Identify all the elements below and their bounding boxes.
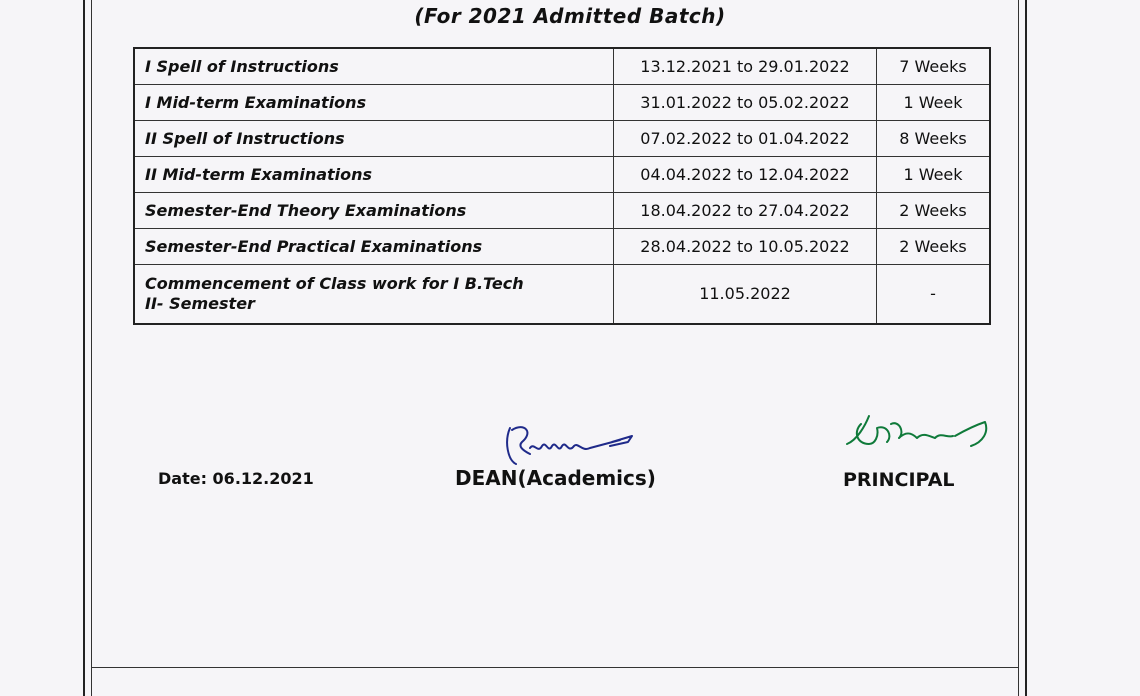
activity-cell: I Spell of Instructions [134, 48, 614, 85]
dates-cell: 11.05.2022 [614, 265, 877, 325]
principal-signature [843, 410, 993, 462]
duration-cell: - [877, 265, 991, 325]
principal-label: PRINCIPAL [843, 469, 955, 491]
table-row [134, 193, 990, 229]
activity-cell: I Mid-term Examinations [134, 85, 614, 121]
dean-academics-label: DEAN(Academics) [455, 466, 656, 490]
duration-cell: 2 Weeks [877, 229, 991, 265]
duration-cell: 1 Week [877, 85, 991, 121]
table-row [134, 48, 990, 85]
dates-cell: 13.12.2021 to 29.01.2022 [614, 48, 877, 85]
table-row [134, 121, 990, 157]
duration-cell: 2 Weeks [877, 193, 991, 229]
activity-cell: II Mid-term Examinations [134, 157, 614, 193]
dates-cell: 31.01.2022 to 05.02.2022 [614, 85, 877, 121]
dean-signature [500, 420, 645, 472]
issue-date: Date: 06.12.2021 [158, 469, 314, 488]
dates-cell: 04.04.2022 to 12.04.2022 [614, 157, 877, 193]
table-row [134, 265, 990, 325]
activity-cell: Semester-End Theory Examinations [134, 193, 614, 229]
duration-cell: 1 Week [877, 157, 991, 193]
activity-cell [134, 265, 614, 325]
dates-cell: 18.04.2022 to 27.04.2022 [614, 193, 877, 229]
activity-cell: II Spell of Instructions [134, 121, 614, 157]
table-row [134, 157, 990, 193]
academic-calendar-table [133, 47, 991, 325]
dates-cell: 07.02.2022 to 01.04.2022 [614, 121, 877, 157]
activity-line: Commencement of Class work for I B.Tech [145, 274, 524, 293]
duration-cell: 8 Weeks [877, 121, 991, 157]
activity-line: II- Semester [145, 294, 255, 313]
table-row [134, 229, 990, 265]
activity-cell: Semester-End Practical Examinations [134, 229, 614, 265]
bottom-border [91, 667, 1019, 668]
table-row [134, 85, 990, 121]
duration-cell: 7 Weeks [877, 48, 991, 85]
dates-cell: 28.04.2022 to 10.05.2022 [614, 229, 877, 265]
batch-heading: (For 2021 Admitted Batch) [414, 4, 726, 28]
